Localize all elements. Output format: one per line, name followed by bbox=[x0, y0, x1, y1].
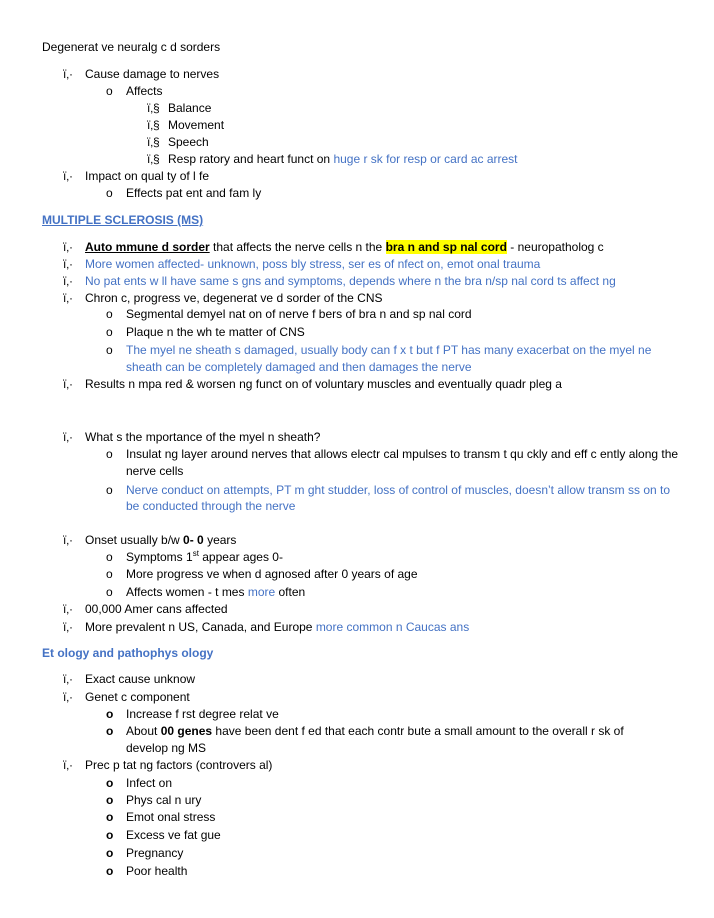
bullet-icon: ï‚· bbox=[63, 690, 73, 704]
bullet-icon: o bbox=[106, 447, 113, 461]
list-item-text: Excess ve fat gue bbox=[126, 828, 221, 842]
text-run-blue: more common n Caucas ans bbox=[315, 620, 470, 634]
bullet-icon: o bbox=[106, 186, 113, 200]
list-item-text: Emot onal stress bbox=[126, 810, 216, 824]
bullet-icon: ï‚· bbox=[63, 758, 73, 772]
list-item-text: Phys cal n ury bbox=[126, 793, 202, 807]
list-item-text bbox=[85, 532, 236, 548]
bullet-icon: ï‚· bbox=[63, 533, 73, 547]
list-item-text: Infect on bbox=[126, 776, 173, 790]
text-run: Onset usually b/w bbox=[85, 533, 184, 547]
bullet-icon: o bbox=[106, 793, 114, 807]
bullet-icon: o bbox=[106, 567, 113, 581]
list-item-text: Plaque n the wh te matter of CNS bbox=[126, 325, 305, 339]
list-item-text: More women affected- unknown, poss bly stress, ser es of nfect on, emot onal trauma bbox=[85, 257, 541, 271]
list-item-text: Impact on qual ty of l fe bbox=[85, 169, 210, 183]
superscript: st bbox=[192, 549, 199, 558]
bullet-icon: o bbox=[106, 585, 113, 599]
list-item-text: Movement bbox=[168, 118, 225, 132]
list-item-text: More progress ve when d agnosed after 0 years of age bbox=[126, 567, 418, 581]
bullet-icon: ï‚· bbox=[63, 377, 73, 391]
list-item-text: be conducted through the nerve bbox=[126, 499, 296, 513]
list-item-text: What s the mportance of the myel n sheath? bbox=[85, 430, 321, 444]
list-item-text: Increase f rst degree relat ve bbox=[126, 707, 279, 721]
list-item-text: Genet c component bbox=[85, 690, 190, 704]
list-item-text: The myel ne sheath s damaged, usually body can f x t but f PT has many exacerbat on the myel ne bbox=[126, 343, 652, 357]
bullet-icon: ï‚· bbox=[63, 291, 73, 305]
doc-title: Degenerat ve neuralg c d sorders bbox=[42, 40, 221, 54]
bullet-icon: ï‚· bbox=[63, 620, 73, 634]
list-item-text: Exact cause unknow bbox=[85, 672, 196, 686]
list-item-text: nerve cells bbox=[126, 464, 184, 478]
list-item-text bbox=[126, 549, 283, 565]
text-run-bold: 0- 0 bbox=[183, 533, 204, 547]
bullet-icon: o bbox=[106, 864, 114, 878]
bullet-icon: o bbox=[106, 307, 113, 321]
list-item-text: Nerve conduct on attempts, PT m ght studder, loss of control of muscles, doesn’t allow transm ss on to bbox=[126, 483, 671, 497]
text-run: About bbox=[126, 724, 161, 738]
list-item-text: Results n mpa red & worsen ng funct on of voluntary muscles and eventually quadr pleg a bbox=[85, 377, 562, 391]
bullet-icon: o bbox=[106, 724, 114, 738]
text-run: Symptoms 1 bbox=[126, 550, 193, 564]
list-item-text: 00,000 Amer cans affected bbox=[85, 602, 228, 616]
list-item-text: sheath can be completely damaged and then damages the nerve bbox=[126, 360, 472, 374]
list-item-text: Cause damage to nerves bbox=[85, 67, 220, 81]
list-item-text: Chron c, progress ve, degenerat ve d sorder of the CNS bbox=[85, 291, 383, 305]
text-run: Affects women - t mes bbox=[126, 585, 248, 599]
list-item-text bbox=[126, 723, 624, 739]
bullet-icon: o bbox=[106, 325, 113, 339]
bullet-icon: o bbox=[106, 810, 114, 824]
text-run: often bbox=[275, 585, 306, 599]
list-item-text: Prec p tat ng factors (controvers al) bbox=[85, 758, 273, 772]
list-item-text bbox=[168, 151, 518, 167]
bullet-icon: ï‚· bbox=[63, 430, 73, 444]
bullet-icon: ï‚§ bbox=[147, 152, 160, 166]
bullet-icon: o bbox=[106, 343, 113, 357]
bullet-icon: ï‚· bbox=[63, 67, 73, 81]
text-run: - neuropatholog c bbox=[506, 240, 604, 254]
bullet-icon: o bbox=[106, 776, 114, 790]
bullet-icon: ï‚· bbox=[63, 672, 73, 686]
list-item-text bbox=[85, 239, 604, 255]
text-run: that affects the nerve cells n the bbox=[209, 240, 386, 254]
list-item-text: Affects bbox=[126, 84, 163, 98]
list-item-text: Speech bbox=[168, 135, 209, 149]
text-run: years bbox=[203, 533, 237, 547]
text-run-blue: more bbox=[247, 585, 276, 599]
text-run: More prevalent n US, Canada, and Europe bbox=[85, 620, 316, 634]
list-item-text: Pregnancy bbox=[126, 846, 184, 860]
text-run-blue: huge r sk for resp or card ac arrest bbox=[333, 152, 518, 166]
text-run: appear ages 0- bbox=[198, 550, 283, 564]
list-item-text: Poor health bbox=[126, 864, 188, 878]
list-item-text bbox=[126, 584, 305, 600]
bullet-icon: ï‚· bbox=[63, 169, 73, 183]
text-run: have been dent f ed that each contr bute a small amount to the overall r sk of bbox=[212, 724, 624, 738]
text-run-highlight: bra n and sp nal cord bbox=[385, 240, 507, 254]
bullet-icon: ï‚· bbox=[63, 602, 73, 616]
section-heading-ms: MULTIPLE SCLEROSIS (MS) bbox=[42, 213, 204, 227]
list-item-text: Insulat ng layer around nerves that allows electr cal mpulses to transm t qu ckly and eff c ently along the bbox=[126, 447, 679, 461]
bullet-icon: ï‚· bbox=[63, 240, 73, 254]
list-item-text: Effects pat ent and fam ly bbox=[126, 186, 262, 200]
bullet-icon: o bbox=[106, 828, 114, 842]
list-item-text bbox=[85, 619, 469, 635]
text-run-bold: 00 genes bbox=[160, 724, 213, 738]
bullet-icon: ï‚§ bbox=[147, 101, 160, 115]
bullet-icon: o bbox=[106, 483, 113, 497]
list-item-text: Balance bbox=[168, 101, 212, 115]
list-item-text: Segmental demyel nat on of nerve f bers of bra n and sp nal cord bbox=[126, 307, 472, 321]
list-item-text: develop ng MS bbox=[126, 741, 207, 755]
bullet-icon: o bbox=[106, 550, 113, 564]
list-item-text: No pat ents w ll have same s gns and symptoms, depends where n the bra n/sp nal cord ts affect ng bbox=[85, 274, 616, 288]
bullet-icon: ï‚· bbox=[63, 274, 73, 288]
section-heading-etiology: Et ology and pathophys ology bbox=[42, 646, 214, 660]
bullet-icon: ï‚· bbox=[63, 257, 73, 271]
bullet-icon: ï‚§ bbox=[147, 118, 160, 132]
text-run: Resp ratory and heart funct on bbox=[168, 152, 334, 166]
bullet-icon: o bbox=[106, 707, 114, 721]
bullet-icon: o bbox=[106, 84, 113, 98]
bullet-icon: o bbox=[106, 846, 114, 860]
text-run-bold: Auto mmune d sorder bbox=[85, 240, 210, 254]
bullet-icon: ï‚§ bbox=[147, 135, 160, 149]
